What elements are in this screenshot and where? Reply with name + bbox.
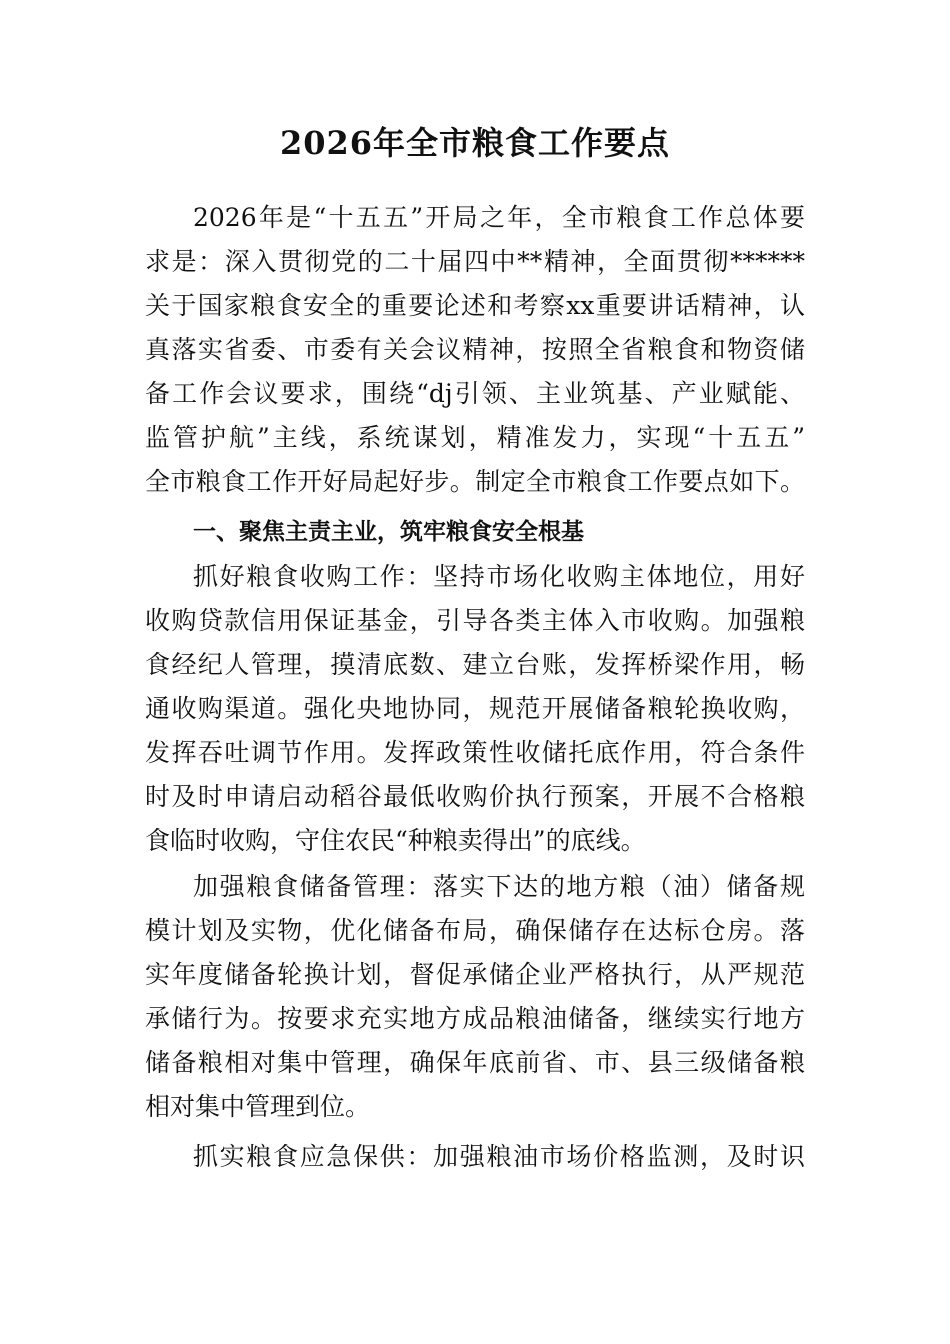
paragraph-line: 全市粮食工作开好局起好步。制定全市粮食工作要点如下。: [145, 467, 805, 496]
paragraph-line: 抓实粮食应急保供：加强粮油市场价格监测，及时识: [193, 1142, 805, 1171]
paragraph-line: 时及时申请启动稻谷最低收购价执行预案，开展不合格粮: [145, 782, 805, 811]
document-title: 2026年全市粮食工作要点: [279, 124, 671, 162]
paragraph-line: 相对集中管理到位。: [145, 1092, 371, 1121]
paragraph-line: 监管护航”主线，系统谋划，精准发力，实现“十五五”: [145, 423, 805, 452]
paragraph-line: 实年度储备轮换计划，督促承储企业严格执行，从严规范: [145, 960, 805, 989]
paragraph-line: 食经纪人管理，摸清底数、建立台账，发挥桥梁作用，畅: [145, 650, 805, 679]
paragraph-line: 储备粮相对集中管理，确保年底前省、市、县三级储备粮: [145, 1048, 805, 1077]
paragraph-line: 食临时收购，守住农民“种粮卖得出”的底线。: [145, 826, 646, 855]
paragraph-line: 备工作会议要求，围绕“dj引领、主业筑基、产业赋能、: [145, 379, 805, 408]
section-heading: 一、聚焦主责主业，筑牢粮食安全根基: [193, 519, 584, 545]
paragraph-line: 加强粮食储备管理：落实下达的地方粮（油）储备规: [193, 872, 805, 901]
paragraph-line: 通收购渠道。强化央地协同，规范开展储备粮轮换收购，: [145, 694, 805, 723]
paragraph-line: 发挥吞吐调节作用。发挥政策性收储托底作用，符合条件: [145, 738, 805, 767]
paragraph-line: 求是：深入贯彻党的二十届四中**精神，全面贯彻******: [145, 247, 805, 276]
paragraph-line: 收购贷款信用保证基金，引导各类主体入市收购。加强粮: [145, 606, 805, 635]
paragraph-line: 真落实省委、市委有关会议精神，按照全省粮食和物资储: [145, 335, 805, 364]
paragraph-line: 模计划及实物，优化储备布局，确保储存在达标仓房。落: [145, 916, 805, 945]
paragraph-line: 抓好粮食收购工作：坚持市场化收购主体地位，用好: [193, 562, 805, 591]
paragraph-line: 2026年是“十五五”开局之年，全市粮食工作总体要: [193, 203, 805, 232]
paragraph-line: 承储行为。按要求充实地方成品粮油储备，继续实行地方: [145, 1004, 805, 1033]
paragraph-line: 关于国家粮食安全的重要论述和考察xx重要讲话精神，认: [145, 291, 805, 320]
